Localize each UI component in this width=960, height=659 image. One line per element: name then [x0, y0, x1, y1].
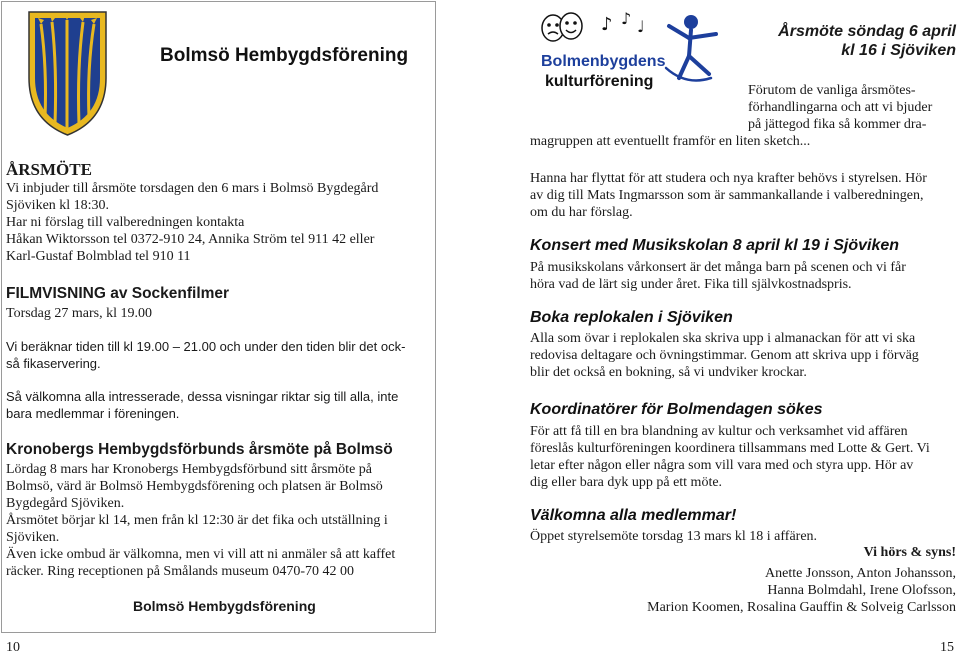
- text-line: dig eller bara dyk upp på ett möte.: [530, 475, 723, 490]
- event-title-line: Årsmöte söndag 6 april: [778, 23, 956, 40]
- text-line: letar efter någon eller några som vill vara med och styra upp. Hör av: [530, 458, 914, 473]
- text-line: Karl-Gustaf Bolmblad tel 910 11: [6, 249, 191, 264]
- kronoberg-heading: Kronobergs Hembygdsförbunds årsmöte på Bolmsö: [6, 441, 393, 458]
- text-line: på jättegod fika så kommer dra-: [748, 117, 927, 132]
- coat-of-arms-shield: [25, 8, 110, 138]
- logo-text-line1: Bolmenbygdens: [541, 53, 666, 70]
- arsmote-heading: ÅRSMÖTE: [6, 160, 92, 179]
- text-line: Även icke ombud är välkomna, men vi vill att ni anmäler så att kaffet: [6, 547, 396, 562]
- text-line: om du har förslag.: [530, 205, 633, 220]
- svg-text:♪: ♪: [601, 14, 613, 35]
- text-line: Bygdegård Sjöviken.: [6, 496, 125, 511]
- text-line: förhandlingarna och att vi bjuder: [748, 100, 933, 115]
- names-line: Anette Jonsson, Anton Johansson,: [765, 566, 956, 581]
- text-line: Alla som övar i replokalen ska skriva upp i almanackan för att vi ska: [530, 331, 916, 346]
- kulturforening-logo: [531, 8, 751, 96]
- text-line: Lördag 8 mars har Kronobergs Hembygdsförbund sitt årsmöte på: [6, 462, 372, 477]
- svg-text:♩: ♩: [637, 17, 645, 36]
- text-line: höra vad de lärt sig under året. Fika till självkostnadspris.: [530, 277, 852, 292]
- text-line: bara medlemmar i föreningen.: [6, 406, 180, 421]
- welcome-text: [6, 388, 398, 422]
- text-line: så fikaservering.: [6, 356, 101, 371]
- valkomna-heading: Välkomna alla medlemmar!: [530, 507, 737, 524]
- text-line: Sjöviken.: [6, 530, 60, 545]
- text-line: Sjöviken kl 18:30.: [6, 198, 110, 213]
- text-line: Håkan Wiktorsson tel 0372-910 24, Annika Ström tel 911 42 eller: [6, 232, 375, 247]
- text-line: Vi inbjuder till årsmöte torsdagen den 6 mars i Bolmsö Bygdegård: [6, 181, 379, 196]
- intro-last-line: magruppen att eventuellt framför en liten sketch...: [530, 134, 811, 149]
- text-line: föreslås kulturföreningen koordinera tillsammans med Lotte & Gert. Vi: [530, 441, 930, 456]
- text-line: På musikskolans vårkonsert är det många barn på scenen och vi får: [530, 260, 906, 275]
- text-line: Årsmötet börjar kl 14, men från kl 12:30 är det fika och utställning i: [6, 513, 388, 528]
- organization-title: Bolmsö Hembygdsförening: [160, 45, 409, 66]
- text-line: Förutom de vanliga årsmötes-: [748, 83, 916, 98]
- kronoberg-text: [6, 461, 395, 580]
- boka-heading: Boka replokalen i Sjöviken: [530, 309, 733, 326]
- hors-line: Vi hörs & syns!: [863, 545, 956, 560]
- names-line: Hanna Bolmdahl, Irene Olofsson,: [767, 583, 956, 598]
- names-line: Marion Koomen, Rosalina Gauffin & Solveig Carlsson: [647, 600, 956, 615]
- text-line: redovisa deltagare och övningstimmar. Genom att skriva upp i förväg: [530, 348, 919, 363]
- text-line: räcker. Ring receptionen på Smålands museum 0470-70 42 00: [6, 564, 354, 579]
- styrelse-line: Öppet styrelsemöte torsdag 13 mars kl 18 i affären.: [530, 529, 818, 544]
- film-text: [6, 338, 405, 372]
- koordinator-text: [530, 423, 958, 491]
- text-line: av dig till Mats Ingmarsson som är sammankallande i valberedningen,: [530, 188, 924, 203]
- text-line: Så välkomna alla intresserade, dessa visningar riktar sig till alla, inte: [6, 389, 399, 404]
- page-number-left: 10: [6, 640, 20, 655]
- valberedning-text: [530, 170, 958, 221]
- intro-text: [748, 82, 946, 133]
- boka-text: [530, 330, 958, 381]
- text-line: Har ni förslag till valberedningen kontakta: [6, 215, 245, 230]
- text-line: Vi beräknar tiden till kl 19.00 – 21.00 och under den tiden blir det ock-: [6, 339, 406, 354]
- svg-text:♪: ♪: [621, 9, 632, 28]
- konsert-text: [530, 259, 958, 293]
- text-line: Hanna har flyttat för att studera och nya krafter behövs i styrelsen. Hör: [530, 171, 927, 186]
- page-number-right: 15: [940, 640, 954, 655]
- text-line: Bolmsö, värd är Bolmsö Hembygdsförening och platsen är Bolmsö: [6, 479, 383, 494]
- logo-text-line2: kulturförening: [545, 73, 654, 90]
- event-title-line: kl 16 i Sjöviken: [841, 42, 956, 59]
- koordinator-heading: Koordinatörer för Bolmendagen sökes: [530, 401, 823, 418]
- film-heading: FILMVISNING av Sockenfilmer: [6, 285, 230, 302]
- text-line: blir det också en bokning, så vi undviker krockar.: [530, 365, 807, 380]
- film-date: Torsdag 27 mars, kl 19.00: [6, 306, 153, 321]
- arsmote-text: [6, 180, 378, 265]
- event-title: [778, 22, 956, 60]
- konsert-heading: Konsert med Musikskolan 8 april kl 19 i Sjöviken: [530, 237, 900, 254]
- signature: Bolmsö Hembygdsförening: [133, 598, 316, 614]
- text-line: För att få till en bra blandning av kultur och verksamhet vid affären: [530, 424, 908, 439]
